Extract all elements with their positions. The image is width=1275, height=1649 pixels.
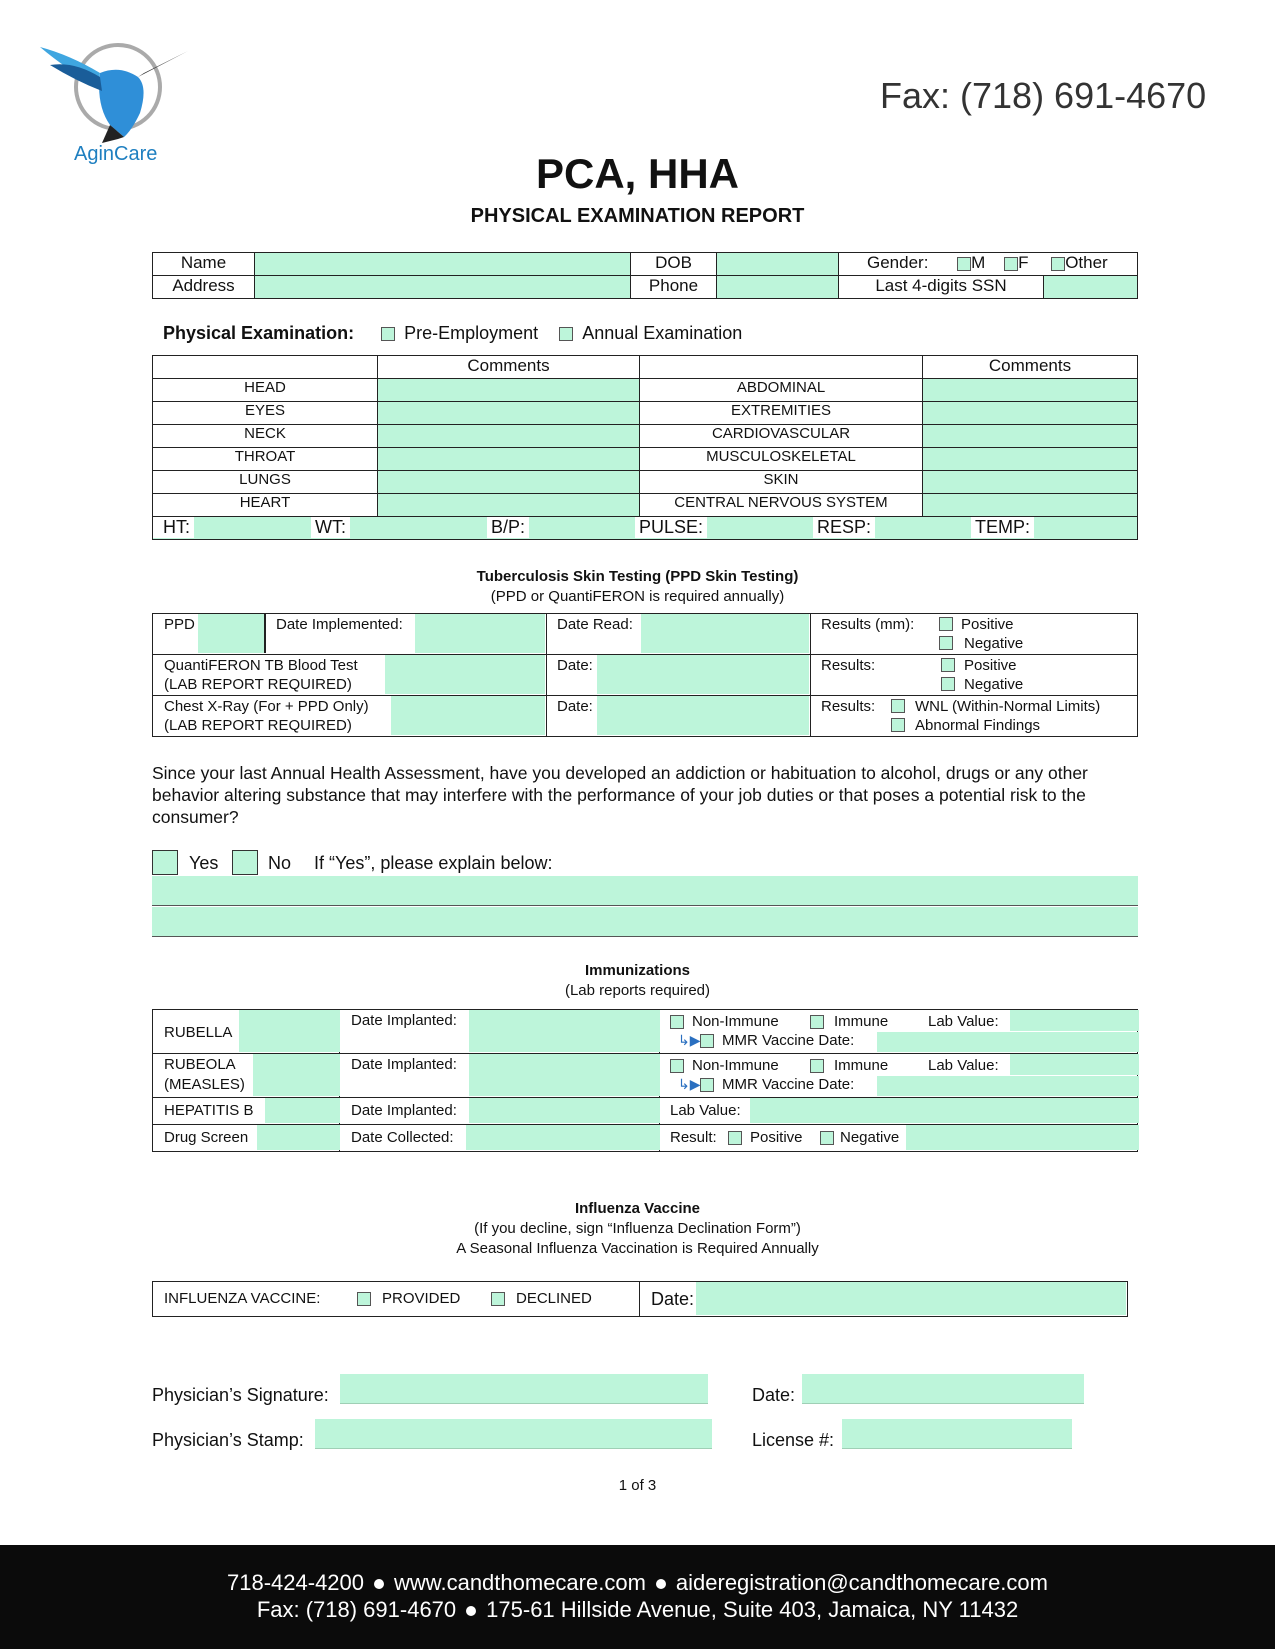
physician-stamp-label: Physician’s Stamp: xyxy=(152,1430,304,1450)
xray-cell xyxy=(153,696,547,737)
quanti-results-cell xyxy=(811,655,1138,696)
influenza-provided-label: PROVIDED xyxy=(382,1290,461,1307)
xray-results-label: Results: xyxy=(821,698,876,715)
footer-line-2 xyxy=(0,1597,1275,1623)
hep-b-lab-value-label: Lab Value: xyxy=(670,1102,741,1119)
quanti-positive-label: Positive xyxy=(964,657,1017,674)
rubeola-mmr-checkbox[interactable] xyxy=(700,1078,714,1092)
rubella-status-cell xyxy=(660,1010,1138,1054)
rubeola-lab-value-field[interactable] xyxy=(1010,1054,1139,1075)
xray-abnormal-label: Abnormal Findings xyxy=(915,717,1041,734)
footer-phone: 718-424-4200 xyxy=(227,1570,365,1595)
exam-item: CENTRAL NERVOUS SYSTEM xyxy=(640,494,923,517)
rubeola-date-field[interactable] xyxy=(469,1054,660,1096)
address-label: Address xyxy=(153,276,255,299)
comment-field[interactable] xyxy=(378,494,640,517)
rubeola-mmr-label: MMR Vaccine Date: xyxy=(722,1076,855,1093)
influenza-date-cell xyxy=(640,1282,1128,1317)
tb-subtitle: (PPD or QuantiFERON is required annually) xyxy=(490,588,785,605)
rubella-mmr-label: MMR Vaccine Date: xyxy=(722,1032,855,1049)
arrow-icon: ↳▶ xyxy=(678,1076,701,1092)
quanti-field[interactable] xyxy=(385,655,545,694)
drug-screen-label: Drug Screen xyxy=(164,1129,249,1146)
influenza-label: INFLUENZA VACCINE: xyxy=(164,1290,321,1307)
physician-signature-label: Physician’s Signature: xyxy=(152,1385,329,1405)
comment-field[interactable] xyxy=(378,402,640,425)
rubeola-mmr-field[interactable] xyxy=(877,1076,1139,1096)
hep-b-date-cell xyxy=(340,1098,660,1125)
hep-b-lab-cell xyxy=(660,1098,1138,1125)
exam-item: CARDIOVASCULAR xyxy=(640,425,923,448)
gender-m-checkbox[interactable] xyxy=(957,257,971,271)
bullet-icon xyxy=(656,1579,666,1589)
xray-wnl-checkbox[interactable] xyxy=(891,699,905,713)
date-implemented-label: Date Implemented: xyxy=(276,616,403,633)
exam-label: Physical Examination: xyxy=(163,323,355,343)
drug-result-label: Result: xyxy=(670,1129,717,1146)
drug-negative-label: Negative xyxy=(840,1129,900,1146)
hep-b-cell xyxy=(153,1098,340,1125)
rubella-lab-value-label: Lab Value: xyxy=(928,1013,999,1030)
drug-positive-label: Positive xyxy=(750,1129,803,1146)
explain-field-line-2[interactable] xyxy=(152,907,1138,937)
comment-field[interactable] xyxy=(923,471,1138,494)
quanti-results-label: Results: xyxy=(821,657,876,674)
rubeola-date-cell xyxy=(340,1054,660,1098)
comment-field[interactable] xyxy=(923,402,1138,425)
comment-field[interactable] xyxy=(378,471,640,494)
exam-item: LUNGS xyxy=(153,471,378,494)
quanti-date-cell xyxy=(547,655,811,696)
no-checkbox[interactable] xyxy=(232,850,258,875)
comment-field[interactable] xyxy=(923,448,1138,471)
quanti-positive-checkbox[interactable] xyxy=(941,658,955,672)
influenza-date-label: Date: xyxy=(651,1289,695,1309)
exam-item: THROAT xyxy=(153,448,378,471)
comment-field[interactable] xyxy=(923,379,1138,402)
rubella-lab-value-field[interactable] xyxy=(1010,1010,1139,1031)
explain-label: If “Yes”, please explain below: xyxy=(314,853,553,873)
exam-header-blank-2 xyxy=(640,356,923,379)
gender-other-checkbox[interactable] xyxy=(1051,257,1065,271)
comments-header-right: Comments xyxy=(923,356,1138,379)
comment-field[interactable] xyxy=(378,425,640,448)
hummingbird-logo-icon xyxy=(40,25,200,150)
rubella-field[interactable] xyxy=(239,1010,340,1052)
comment-field[interactable] xyxy=(378,448,640,471)
exam-item: MUSCULOSKELETAL xyxy=(640,448,923,471)
physician-signature-field[interactable] xyxy=(340,1374,708,1404)
bullet-icon xyxy=(374,1579,384,1589)
date-implemented-field[interactable] xyxy=(415,614,545,653)
quanti-label-1: QuantiFERON TB Blood Test xyxy=(164,657,358,674)
address-field[interactable] xyxy=(255,276,631,299)
comment-field[interactable] xyxy=(923,425,1138,448)
header-fax: Fax: (718) 691-4670 xyxy=(880,75,1207,116)
ppd-negative-checkbox[interactable] xyxy=(939,636,953,650)
pre-employment-checkbox[interactable] xyxy=(381,327,395,341)
date-read-cell xyxy=(547,614,811,655)
rubeola-immune-label: Immune xyxy=(834,1057,889,1074)
logo-text: AginCare xyxy=(74,143,158,165)
rubeola-label-2: (MEASLES) xyxy=(164,1076,245,1093)
exam-item: EXTREMITIES xyxy=(640,402,923,425)
yes-checkbox[interactable] xyxy=(152,850,178,875)
xray-wnl-label: WNL (Within-Normal Limits) xyxy=(915,698,1101,715)
exam-item: NECK xyxy=(153,425,378,448)
quanti-date-field[interactable] xyxy=(597,655,809,694)
pre-employment-label: Pre-Employment xyxy=(404,323,539,343)
hep-b-lab-value-field[interactable] xyxy=(750,1098,1139,1123)
vital-bp: B/P: xyxy=(487,517,529,538)
license-field[interactable] xyxy=(842,1419,1072,1449)
annual-exam-checkbox[interactable] xyxy=(559,327,573,341)
gender-label: Gender: xyxy=(867,253,929,272)
ppd-field[interactable] xyxy=(198,614,264,653)
exam-item: EYES xyxy=(153,402,378,425)
quanti-negative-label: Negative xyxy=(964,676,1024,693)
footer-line-1 xyxy=(0,1570,1275,1596)
rubeola-date-label: Date Implanted: xyxy=(351,1056,457,1073)
rubella-label: RUBELLA xyxy=(164,1024,233,1041)
immunizations-table xyxy=(152,1009,1138,1152)
no-label: No xyxy=(268,853,292,873)
drug-negative-checkbox[interactable] xyxy=(820,1131,834,1145)
drug-screen-cell xyxy=(153,1125,340,1152)
quanti-date-label: Date: xyxy=(557,657,593,674)
rubeola-non-immune-label: Non-Immune xyxy=(692,1057,779,1074)
xray-date-cell xyxy=(547,696,811,737)
gender-m-label: M xyxy=(971,253,986,272)
date-collected-label: Date Collected: xyxy=(351,1129,454,1146)
xray-results-cell xyxy=(811,696,1138,737)
info-table xyxy=(152,252,1138,299)
rubella-immune-label: Immune xyxy=(834,1013,889,1030)
rubella-mmr-checkbox[interactable] xyxy=(700,1034,714,1048)
xray-label-2: (LAB REPORT REQUIRED) xyxy=(164,717,352,734)
bullet-icon xyxy=(466,1606,476,1616)
exam-item: SKIN xyxy=(640,471,923,494)
drug-result-field[interactable] xyxy=(906,1125,1139,1150)
phone-field[interactable] xyxy=(717,276,839,299)
vital-temp: TEMP: xyxy=(971,517,1034,538)
xray-date-field[interactable] xyxy=(597,696,809,735)
vital-ht: HT: xyxy=(153,517,194,538)
question-text: Since your last Annual Health Assessment, have you developed an addiction or habituation to alcohol, drugs or any other behavior altering substance that may interfere with the performance of your job duties or that poses a potential risk to the consumer? xyxy=(152,763,1088,827)
comments-header-left: Comments xyxy=(378,356,640,379)
xray-label-1: Chest X-Ray (For + PPD Only) xyxy=(164,698,369,715)
exam-table xyxy=(152,355,1138,540)
hep-b-label: HEPATITIS B xyxy=(164,1102,254,1119)
physician-stamp-field[interactable] xyxy=(315,1419,712,1449)
ppd-results-cell xyxy=(811,614,1138,655)
rubella-mmr-field[interactable] xyxy=(877,1032,1139,1052)
tb-title: Tuberculosis Skin Testing (PPD Skin Testing) xyxy=(476,568,799,585)
date-read-label: Date Read: xyxy=(557,616,633,633)
rubeola-lab-value-label: Lab Value: xyxy=(928,1057,999,1074)
rubella-date-label: Date Implanted: xyxy=(351,1012,457,1029)
drug-screen-date-cell xyxy=(340,1125,660,1152)
immunizations-title: Immunizations xyxy=(584,962,690,979)
rubella-non-immune-checkbox[interactable] xyxy=(670,1015,684,1029)
tb-table xyxy=(152,613,1138,737)
influenza-title: Influenza Vaccine xyxy=(574,1200,701,1217)
ppd-negative-label: Negative xyxy=(964,635,1024,652)
footer-address: 175-61 Hillside Avenue, Suite 403, Jamaica, NY 11432 xyxy=(486,1597,1019,1622)
name-label: Name xyxy=(153,253,255,276)
footer xyxy=(0,1545,1275,1649)
drug-screen-field[interactable] xyxy=(257,1125,340,1150)
name-field[interactable] xyxy=(255,253,631,276)
hep-b-date-field[interactable] xyxy=(469,1098,660,1123)
annual-exam-label: Annual Examination xyxy=(582,323,743,343)
influenza-subtitle-1: (If you decline, sign “Influenza Declination Form”) xyxy=(474,1220,801,1237)
comment-field[interactable] xyxy=(923,494,1138,517)
quanti-negative-checkbox[interactable] xyxy=(941,677,955,691)
rubeola-cell xyxy=(153,1054,340,1098)
footer-email[interactable]: aideregistration@candthomecare.com xyxy=(675,1570,1048,1595)
influenza-date-field[interactable] xyxy=(696,1282,1126,1315)
influenza-table xyxy=(152,1281,1128,1317)
ppd-positive-checkbox[interactable] xyxy=(939,617,953,631)
influenza-declined-checkbox[interactable] xyxy=(491,1292,505,1306)
vitals-row xyxy=(153,517,1138,540)
influenza-subtitle-2: A Seasonal Influenza Vaccination is Required Annually xyxy=(456,1240,819,1257)
ssn-label: Last 4-digits SSN xyxy=(839,276,1044,299)
rubella-non-immune-label: Non-Immune xyxy=(692,1013,779,1030)
xray-field[interactable] xyxy=(391,696,545,735)
exam-item: HEAD xyxy=(153,379,378,402)
influenza-status-cell xyxy=(153,1282,640,1317)
quanti-cell xyxy=(153,655,547,696)
vital-pulse: PULSE: xyxy=(635,517,707,538)
rubeola-immune-checkbox[interactable] xyxy=(810,1059,824,1073)
page-title: PCA, HHA xyxy=(535,150,739,197)
rubeola-label-1: RUBEOLA xyxy=(164,1056,236,1073)
ppd-positive-label: Positive xyxy=(961,616,1014,633)
vital-resp: RESP: xyxy=(813,517,875,538)
hep-b-field[interactable] xyxy=(265,1098,340,1123)
signature-date-field[interactable] xyxy=(802,1374,1084,1404)
quanti-label-2: (LAB REPORT REQUIRED) xyxy=(164,676,352,693)
footer-website[interactable]: www.candthomecare.com xyxy=(394,1570,646,1595)
ppd-label: PPD xyxy=(164,616,195,633)
page-number: 1 of 3 xyxy=(618,1477,657,1494)
explain-field-line-1[interactable] xyxy=(152,876,1138,906)
page-subtitle: PHYSICAL EXAMINATION REPORT xyxy=(470,205,805,227)
results-mm-label: Results (mm): xyxy=(821,616,915,633)
rubeola-non-immune-checkbox[interactable] xyxy=(670,1059,684,1073)
drug-screen-result-cell xyxy=(660,1125,1138,1152)
yes-label: Yes xyxy=(189,853,219,873)
gender-f-checkbox[interactable] xyxy=(1004,257,1018,271)
rubeola-status-cell xyxy=(660,1054,1138,1098)
phone-label: Phone xyxy=(631,276,717,299)
vital-wt: WT: xyxy=(311,517,350,538)
rubeola-field[interactable] xyxy=(253,1054,340,1096)
influenza-provided-checkbox[interactable] xyxy=(357,1292,371,1306)
comment-field[interactable] xyxy=(378,379,640,402)
gender-f-label: F xyxy=(1018,253,1029,272)
dob-label: DOB xyxy=(631,253,717,276)
license-label: License #: xyxy=(752,1430,835,1450)
ppd-cell xyxy=(153,614,547,655)
rubella-cell xyxy=(153,1010,340,1054)
exam-header-blank xyxy=(153,356,378,379)
drug-positive-checkbox[interactable] xyxy=(728,1131,742,1145)
exam-item: HEART xyxy=(153,494,378,517)
rubella-date-cell xyxy=(340,1010,660,1054)
xray-date-label: Date: xyxy=(557,698,593,715)
ssn-field[interactable] xyxy=(1044,276,1138,299)
dob-field[interactable] xyxy=(717,253,839,276)
rubella-immune-checkbox[interactable] xyxy=(810,1015,824,1029)
rubella-date-field[interactable] xyxy=(469,1010,660,1052)
gender-other-label: Other xyxy=(1065,253,1108,272)
arrow-icon: ↳▶ xyxy=(678,1032,701,1048)
immunizations-subtitle: (Lab reports required) xyxy=(564,982,711,999)
date-read-field[interactable] xyxy=(641,614,809,653)
influenza-declined-label: DECLINED xyxy=(516,1290,592,1307)
xray-abnormal-checkbox[interactable] xyxy=(891,718,905,732)
date-collected-field[interactable] xyxy=(466,1125,660,1150)
exam-type-row xyxy=(163,323,742,344)
exam-item: ABDOMINAL xyxy=(640,379,923,402)
footer-fax: Fax: (718) 691-4670 xyxy=(256,1597,457,1622)
hep-b-date-label: Date Implanted: xyxy=(351,1102,457,1119)
gender-cell xyxy=(839,253,1138,276)
signature-date-label: Date: xyxy=(752,1385,796,1405)
